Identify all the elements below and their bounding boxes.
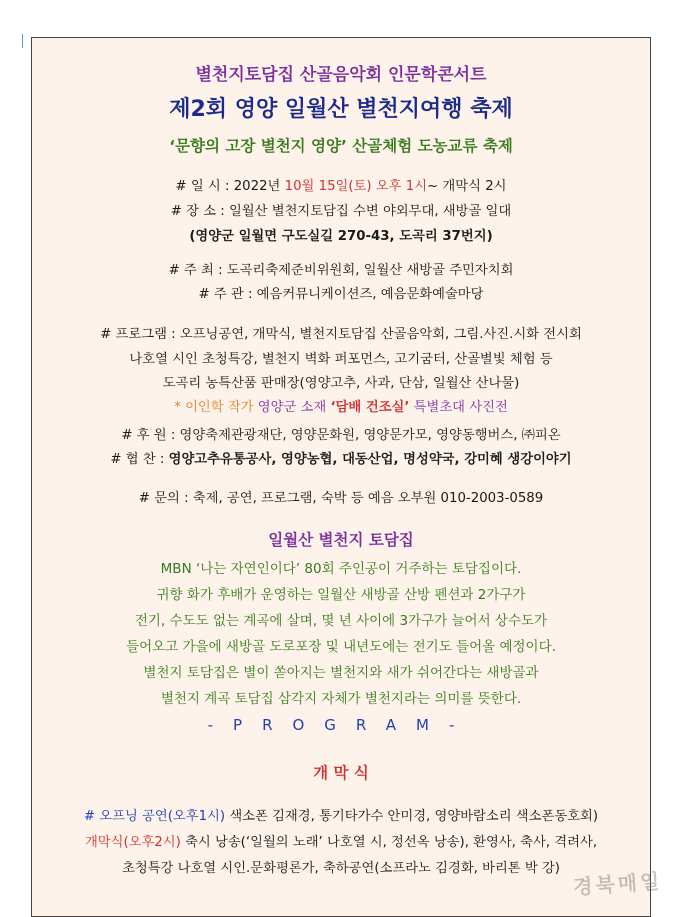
poster-document <box>31 37 651 917</box>
opening-performance-label: # 오프닝 공연(오후1시) <box>83 809 230 824</box>
sponsor-line: # 후 원 : 영양축제관광재단, 영양문화원, 영양문가모, 영양동행버스, ㈜피온 <box>121 428 561 443</box>
event-tagline: ‘문향의 고장 별천지 영양’ 산골체험 도농교류 축제 <box>169 137 513 155</box>
opening-ceremony-heading: 개 막 식 <box>313 764 369 782</box>
program-row-ceremony <box>32 831 650 850</box>
about-line: 전기, 수도도 없는 계곡에 살며, 몇 년 사이에 3가구가 늘어서 상수도가 <box>134 613 548 629</box>
special-venue: ‘담배 건조실’ <box>330 400 410 415</box>
program-line-2: 나호열 시인 초청특강, 별천지 벽화 퍼포먼스, 고기굼터, 산골별빛 체험 등 <box>129 352 553 367</box>
organizer-line: # 주 관 : 예음커뮤니케이션즈, 예음문화예술마당 <box>198 287 484 302</box>
address-line: (영양군 일월면 구도실길 270-43, 도곡리 37번지) <box>189 229 493 244</box>
contact-line: # 문의 : 축제, 공연, 프로그램, 숙박 등 예음 오부원 010-2003-0589 <box>138 491 544 506</box>
date-label: # 일 시 : 2022년 <box>175 179 285 194</box>
about-line: 별천지 계곡 토담집 삼각지 자체가 별천지라는 의미를 뜻한다. <box>160 691 522 707</box>
program-line-1: # 프로그램 : 오프닝공연, 개막식, 별천지토담집 산골음악회, 그림.사진.시화 전시회 <box>100 327 582 342</box>
special-tail: 특별초대 사진전 <box>409 400 508 415</box>
support-line <box>32 448 650 467</box>
special-artist: * 이인학 작가 <box>174 400 258 415</box>
newspaper-watermark: 경북매일 <box>572 868 663 900</box>
host-line: # 주 최 : 도곡리축제준비위원회, 일월산 새방골 주민자치회 <box>168 263 514 278</box>
program-row-opening <box>32 805 650 824</box>
program-banner: -PROGRAM- <box>207 716 475 734</box>
event-title: 제2회 영양 일월산 별천지여행 축제 <box>169 97 513 122</box>
place-line: # 장 소 : 일월산 별천지토담집 수변 야외무대, 새방골 일대 <box>170 204 512 219</box>
program-line-3: 도곡리 농특산품 판매장(영양고추, 사과, 단삼, 일월산 산나물) <box>162 376 520 391</box>
opening-performance-detail: 색소폰 김재경, 통기타가수 안미경, 영양바람소리 색소폰동호회) <box>229 809 599 824</box>
support-list: 영양고추유통공사, 영양농협, 대동산업, 명성약국, 강미혜 생강이야기 <box>168 452 572 467</box>
text-cursor <box>22 34 23 48</box>
support-label: # 협 찬 : <box>110 452 169 467</box>
ceremony-label: 개막식(오후2시) <box>84 835 186 850</box>
about-line: 들어오고 가을에 새방골 도로포장 및 내년도에는 전기도 들어올 예정이다. <box>126 639 556 655</box>
date-tail: ~ 개막식 2시 <box>427 179 507 194</box>
event-subtitle: 별천지토담집 산골음악회 인문학콘서트 <box>195 65 487 85</box>
about-line: 별천지 토담집은 별이 쏟아지는 별천지와 새가 쉬어간다는 새방골과 <box>143 665 539 681</box>
about-line: 귀향 화가 후배가 운영하는 일월산 새방골 산방 펜션과 2가구가 <box>156 587 526 603</box>
about-line: MBN ‘나는 자연인이다’ 80회 주인공이 거주하는 토담집이다. <box>160 561 522 577</box>
special-exhibition-line <box>32 396 650 415</box>
ceremony-detail: 축시 낭송(‘일월의 노래’ 나호열 시, 정선옥 낭송), 환영사, 축사, 격려사, <box>185 835 598 850</box>
special-location: 영양군 소재 <box>257 400 331 415</box>
about-heading: 일월산 별천지 토담집 <box>268 531 414 549</box>
date-highlight: 10월 15일(토) 오후 1시 <box>284 179 428 194</box>
program-row-lecture: 초청특강 나호열 시인.문화평론가, 축하공연(소프라노 김경화, 바리톤 박 강) <box>122 861 560 876</box>
date-line <box>32 175 650 194</box>
